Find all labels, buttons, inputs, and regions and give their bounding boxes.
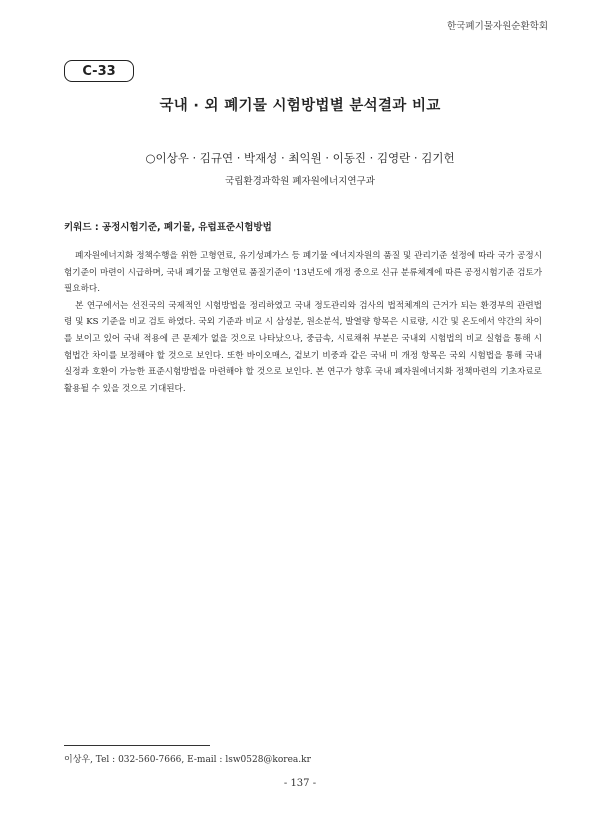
abstract-paragraph: 본 연구에서는 선진국의 국제적인 시험방법을 정리하였고 국내 정도관리와 검사의 법적체계의 근거가 되는 환경부의 관련법령 및 KS 기준을 비교 검토 하였다. 국외 기준과 비교 시 삼성분, 원소분석, 발열량 항목은 시료량, 시간 및 온도에서 약간의 차이를 보이고 있어 국내 적용에 큰 문제가 없을 것으로 나타났으나, 중금속, 시료채취 부분은 국내외 시험법의 비교 실험을 통해 시험법간 차이를 보정해야 할 것으로 보인다. 또한 바이오매스, 겉보기 비중과 같은 국내 미 개정 항목은 국외 시험법을 통해 국내 실정과 호환이 가능한 표준시험방법을 마련해야 할 것으로 보인다. 본 연구가 향후 국내 폐자원에너지화 정책마련의 기초자료로 활용될 수 있을 것으로 기대된다.	[64, 300, 542, 394]
paper-title: 국내 · 외 폐기물 시험방법별 분석결과 비교	[159, 98, 441, 114]
page-number: - 137 -	[283, 778, 317, 789]
author-affiliation: 국립환경과학원 폐자원에너지연구과	[225, 176, 375, 187]
keywords-line: 키워드 : 공정시험기준, 폐기물, 유럽표준시험방법	[64, 222, 272, 233]
paper-code-badge: C-33	[64, 60, 134, 82]
author-list: ○이상우 · 김규연 · 박재성 · 최익원 · 이동진 · 김영란 · 김기헌	[145, 151, 455, 165]
header-organization: 한국폐기물자원순환학회	[447, 21, 548, 32]
abstract-paragraph: 폐자원에너지화 정책수행을 위한 고형연료, 유기성폐가스 등 폐기물 에너지자원의 품질 및 관리기준 설정에 따라 국가 공정시험기준이 마련이 시급하며, 국내 폐기물 고형연료 품질기준이 '13년도에 개정 중으로 신규 분류체계에 따른 공정시험기준 검토가 필요하다.	[64, 251, 542, 295]
footnote-divider	[64, 745, 210, 746]
corresponding-author-footnote: 이상우, Tel : 032-560-7666, E-mail : lsw0528@korea.kr	[64, 755, 311, 765]
abstract-body	[64, 248, 542, 397]
